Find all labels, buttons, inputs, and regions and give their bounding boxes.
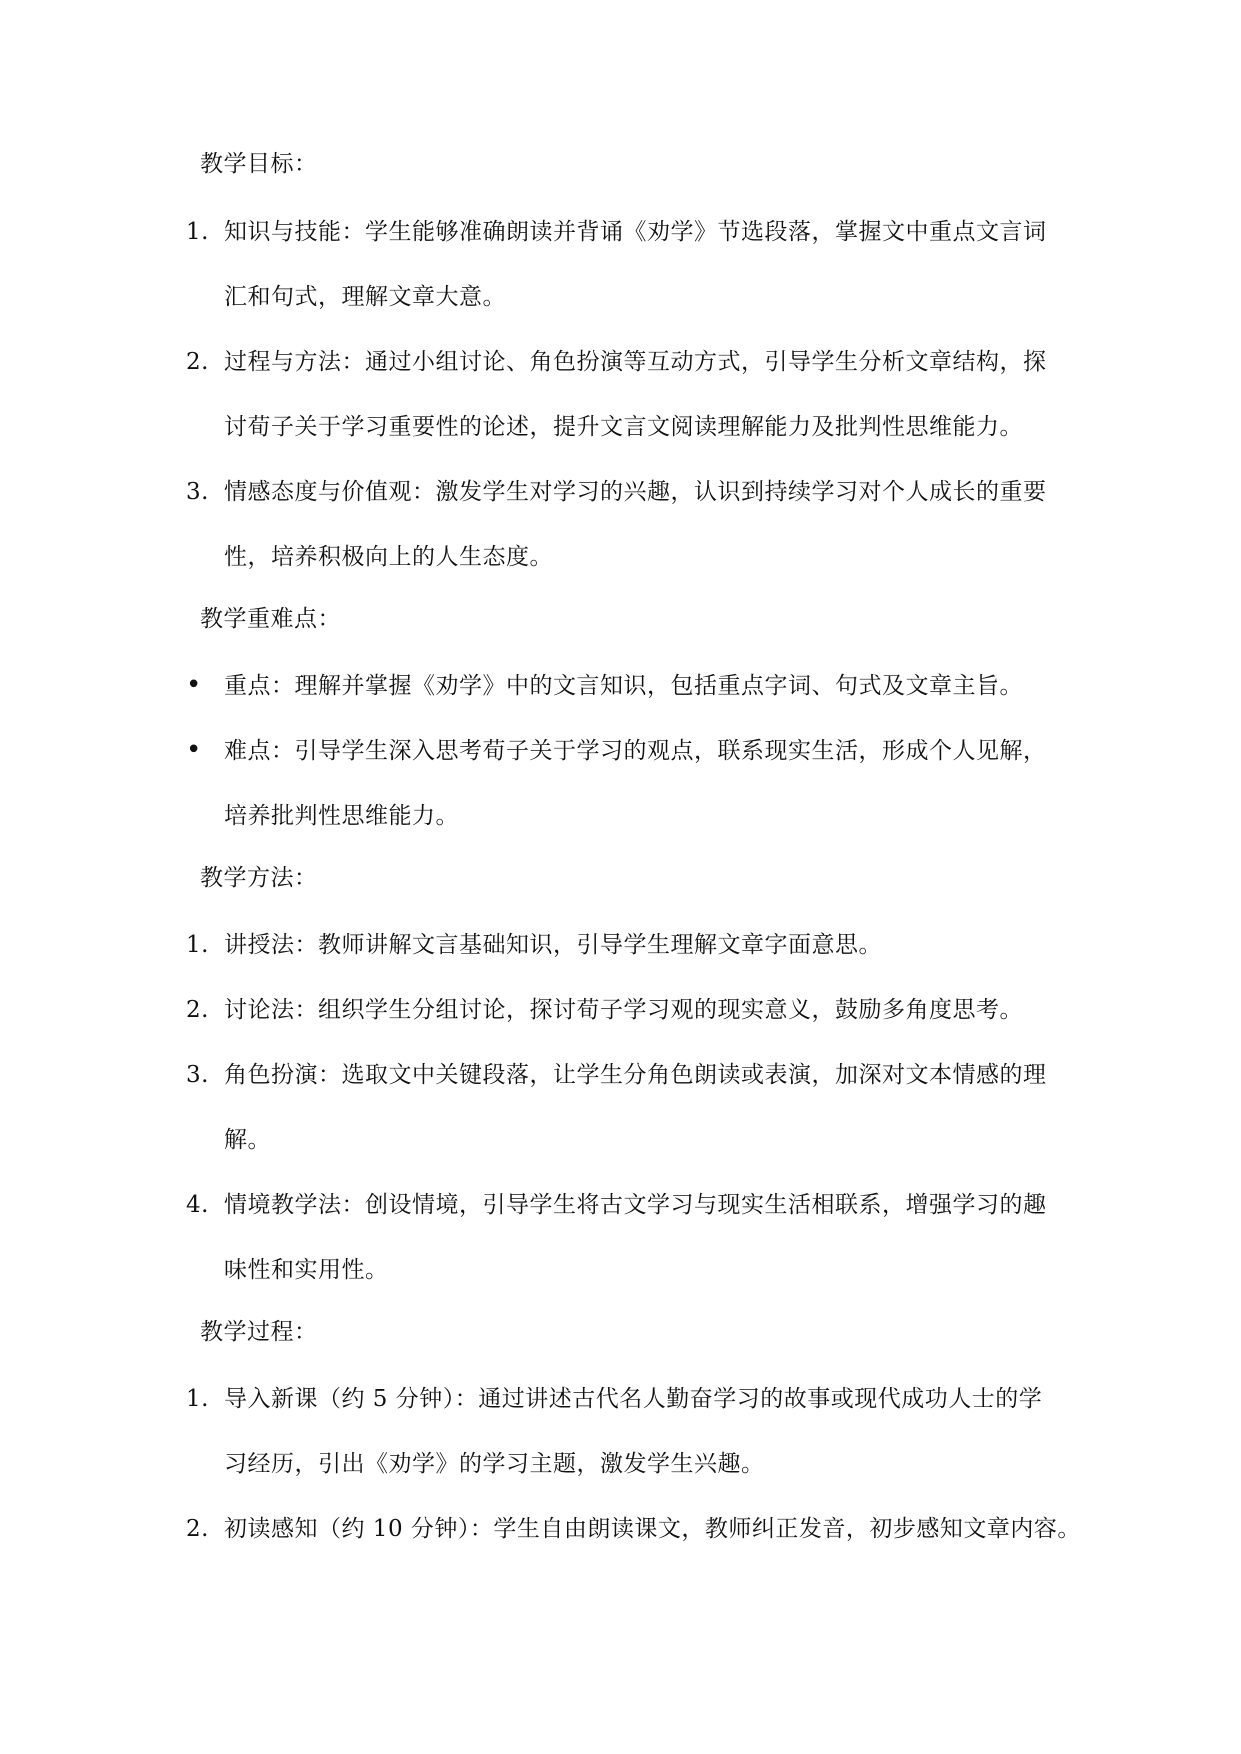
list-item-text: 知识与技能：学生能够准确朗读并背诵《劝学》节选段落，掌握文中重点文言词	[224, 219, 1047, 245]
list-item-text: 导入新课（约 5 分钟）：通过讲述古代名人勤奋学习的故事或现代成功人士的学	[224, 1386, 1043, 1412]
list-item-text: 讲授法：教师讲解文言基础知识，引导学生理解文章字面意思。	[224, 932, 882, 958]
section-heading: 教学方法：	[200, 865, 318, 891]
list-marker: 2.	[186, 997, 209, 1023]
list-item-text: 讨论法：组织学生分组讨论，探讨荀子学习观的现实意义，鼓励多角度思考。	[224, 997, 1023, 1023]
list-marker: 3.	[186, 1062, 209, 1088]
list-item-text: 解。	[224, 1127, 271, 1153]
bullet-marker: •	[186, 735, 202, 765]
list-item-text: 习经历，引出《劝学》的学习主题，激发学生兴趣。	[224, 1451, 765, 1477]
bullet-marker: •	[186, 670, 202, 700]
list-marker: 1.	[186, 932, 209, 958]
list-marker: 2.	[186, 1516, 209, 1542]
list-item-text: 培养批判性思维能力。	[224, 803, 459, 829]
list-item-text: 讨荀子关于学习重要性的论述，提升文言文阅读理解能力及批判性思维能力。	[224, 414, 1023, 440]
list-marker: 1.	[186, 1386, 209, 1412]
list-item-text: 情感态度与价值观：激发学生对学习的兴趣，认识到持续学习对个人成长的重要	[224, 479, 1047, 505]
list-item-text: 味性和实用性。	[224, 1257, 389, 1283]
list-marker: 3.	[186, 479, 209, 505]
list-item-text: 汇和句式，理解文章大意。	[224, 284, 506, 310]
section-heading: 教学目标：	[200, 151, 318, 177]
list-item-text: 难点：引导学生深入思考荀子关于学习的观点，联系现实生活，形成个人见解，	[224, 738, 1047, 764]
list-marker: 1.	[186, 219, 209, 245]
list-item-text: 过程与方法：通过小组讨论、角色扮演等互动方式，引导学生分析文章结构，探	[224, 349, 1047, 375]
list-item-text: 性，培养积极向上的人生态度。	[224, 544, 553, 570]
list-marker: 4.	[186, 1192, 209, 1218]
section-heading: 教学重难点：	[200, 606, 341, 632]
list-item-text: 初读感知（约 10 分钟）：学生自由朗读课文，教师纠正发音，初步感知文章内容。	[224, 1516, 1081, 1542]
list-item-text: 情境教学法：创设情境，引导学生将古文学习与现实生活相联系，增强学习的趣	[224, 1192, 1047, 1218]
list-marker: 2.	[186, 349, 209, 375]
list-item-text: 角色扮演：选取文中关键段落，让学生分角色朗读或表演，加深对文本情感的理	[224, 1062, 1047, 1088]
list-item-text: 重点：理解并掌握《劝学》中的文言知识，包括重点字词、句式及文章主旨。	[224, 673, 1023, 699]
section-heading: 教学过程：	[200, 1319, 318, 1345]
